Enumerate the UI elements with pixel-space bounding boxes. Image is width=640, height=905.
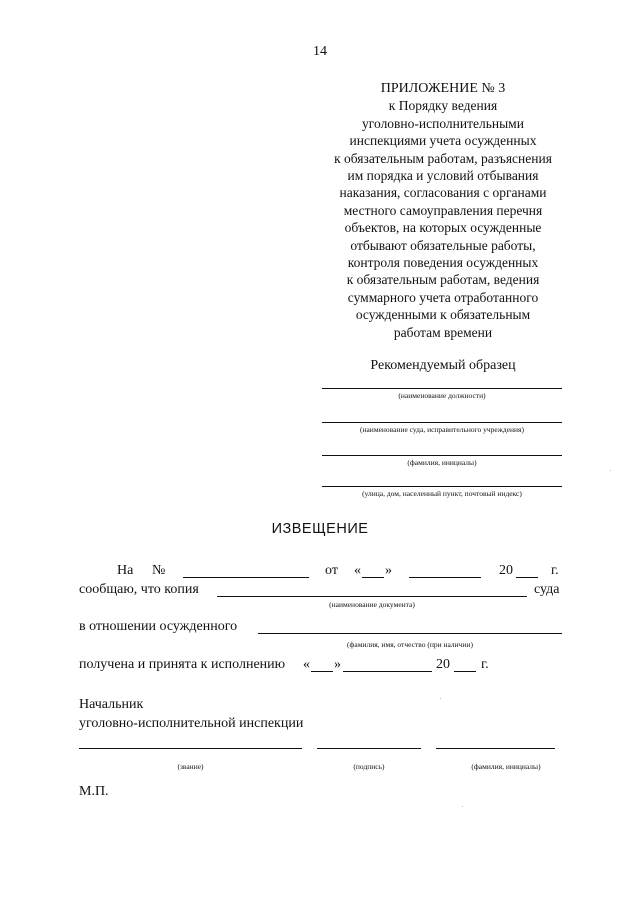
convict-name-caption: (фамилия, имя, отчество (при наличии) [347,640,473,649]
appendix-line: суммарного учета отработанного [347,289,539,305]
document-name-caption: (наименование документа) [329,600,415,609]
page-number: 14 [313,44,327,59]
court-field[interactable] [322,422,562,434]
inspection-label: уголовно-исполнительной инспекции [79,716,304,731]
position-field[interactable] [322,388,562,400]
appendix-line: им порядка и условий отбывания [347,168,539,184]
signer-name-field[interactable] [436,748,555,749]
month-field[interactable] [409,577,481,578]
appendix-line: отбывают обязательные работы, [350,237,536,253]
appendix-block [300,80,586,341]
signature-caption: (подпись) [353,762,385,771]
quote-open-2: « [303,657,310,672]
address-field[interactable] [322,486,562,498]
document-name-field[interactable] [217,596,527,597]
year-field[interactable] [516,577,538,578]
name-caption: (фамилия, инициалы) [407,458,477,467]
number-sign: № [152,563,166,578]
court-word: суда [534,582,560,597]
quote-close: » [385,563,392,578]
recommended-sample-label: Рекомендуемый образец [370,358,516,373]
accepted-label: получена и принята к исполнению [79,657,286,672]
day-field[interactable] [362,577,384,578]
accepted-year-suffix: г. [481,657,489,672]
ot-label: от [325,563,338,578]
signer-name-caption: (фамилия, инициалы) [471,762,541,771]
accepted-day-field[interactable] [311,671,333,672]
signature-field[interactable] [317,748,421,749]
year-prefix: 20 [499,563,513,578]
appendix-line: к Порядку ведения [388,98,498,114]
appendix-line: объектов, на которых осужденные [344,220,542,236]
court-caption: (наименование суда, исправительного учреждения) [359,425,525,434]
accepted-month-field[interactable] [343,671,432,672]
scan-speck [462,806,463,807]
appendix-line: уголовно-исполнительными [362,115,524,131]
document-title: ИЗВЕЩЕНИЕ [271,521,369,537]
appendix-line: осужденными к обязательным [355,307,531,323]
quote-open: « [354,563,361,578]
convict-label: в отношении осужденного [79,619,238,634]
name-field[interactable] [322,455,562,467]
appendix-line: работам времени [393,324,493,340]
appendix-line: к обязательным работам, ведения [346,272,540,288]
appendix-line: инспекциями учета осужденных [349,133,537,149]
number-field[interactable] [183,577,309,578]
appendix-line: контроля поведения осужденных [347,255,539,271]
rank-field[interactable] [79,748,302,749]
position-caption: (наименование должности) [398,391,486,400]
quote-close-2: » [334,657,341,672]
na-label: На [117,563,134,578]
stamp-label: М.П. [79,784,109,799]
accepted-year-prefix: 20 [436,657,450,672]
chief-label: Начальник [79,697,144,712]
appendix-line: местного самоуправления перечня [343,202,543,218]
rank-caption: (звание) [177,762,204,771]
appendix-line: к обязательным работам, разъяснения [334,150,552,166]
copy-label: сообщаю, что копия [79,582,199,597]
address-caption: (улица, дом, населенный пункт, почтовый индекс) [362,489,522,498]
appendix-title: ПРИЛОЖЕНИЕ № 3 [380,81,506,96]
accepted-year-field[interactable] [454,671,476,672]
scan-speck [440,698,441,699]
scan-speck [610,470,611,471]
appendix-line: наказания, согласования с органами [339,185,547,201]
year-suffix: г. [551,563,559,578]
convict-name-field[interactable] [258,633,562,634]
